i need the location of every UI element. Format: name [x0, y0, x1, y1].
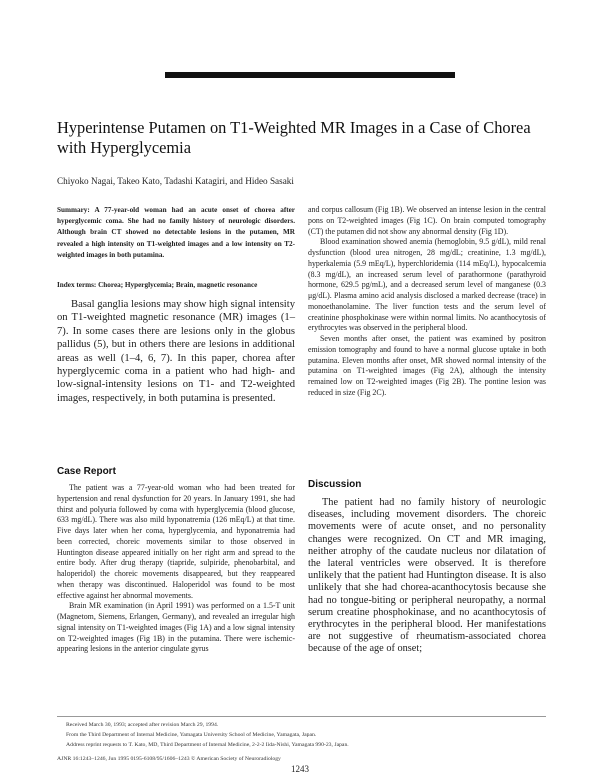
header-rule: [165, 72, 455, 78]
footnotes: [57, 720, 546, 764]
affiliation-note: From the Third Department of Internal Medicine, Yamagata University School of Medicine, Yamagata, Japan.: [66, 732, 317, 739]
summary-text: A 77-year-old woman had an acute onset of chorea after hyperglycemic coma. She had no family history of neurologic disorders. Although brain CT showed no detectable lesions in the putamen, MR revealed a high intensity on T1-weighted images and a low intensity on T2-weighted images in both putamina.: [57, 206, 295, 259]
case-report-continued: [308, 205, 546, 399]
footnote-rule: [57, 716, 546, 717]
discussion-heading: Discussion: [308, 479, 362, 490]
summary-abstract: [57, 205, 295, 261]
journal-citation: AJNR 16:1243–1246, Jun 1995 0195-6108/95/1606–1243 © American Society of Neuroradiology: [57, 756, 281, 763]
received-note: Received March 30, 1993; accepted after revision March 29, 1994.: [66, 722, 219, 728]
intro-paragraph: Basal ganglia lesions may show high signal intensity on T1-weighted magnetic resonance (MR) images (1–7). In some cases there are lesions only in the globus pallidus (5), but in others there are lesions in additional areas as well (1–4, 6, 7). In this paper, chorea after hyperglycemic coma in a patient who had high- and low-signal-intensity lesions on T1- and T2-weighted images, respectively, in both putamina is presented.: [57, 299, 295, 404]
case-paragraph: Brain MR examination (in April 1991) was performed on a 1.5-T unit (Magnetom, Siemens, Erlangen, Germany), and revealed an irregular high signal intensity on T1-weighted images (Fig 1A) and a low signal intensity on T2-weighted images (Fig 1B) in the putamina. There were ischemic-appearing lesions in the anterior cingulate gyrus: [57, 601, 295, 654]
case-paragraph: Seven months after onset, the patient was examined by positron emission tomography and found to have a normal glucose uptake in both putamina. Eleven months after onset, MR showed normal intensity of the putamina on T1-weighted images (Fig 2A), although the intensity remained low on T2-weighted images (Fig 2B). The pontine lesion was reduced in size (Fig 2C).: [308, 334, 546, 397]
case-report-heading: Case Report: [57, 466, 116, 477]
case-report-body: [57, 483, 295, 655]
index-terms: Index terms: Chorea; Hyperglycemia; Brain, magnetic resonance: [57, 281, 258, 289]
page-number: 1243: [291, 764, 309, 774]
article-title: Hyperintense Putamen on T1-Weighted MR Images in a Case of Chorea with Hyperglycemia: [57, 118, 531, 157]
discussion-paragraph: The patient had no family history of neurologic diseases, including movement disorders. The choreic movements were of acute onset, and no personality changes were recognized. On CT and MR imaging, neither atrophy of the caudate nucleus nor dilatation of the lateral ventricles were observed. It is therefore unlikely that the patient had Huntington disease. It is also unlikely that she had chorea-acanthocytosis because she had no tongue-biting or peripheral neuropathy, a normal serum creatine phosphokinase, and no acanthocytosis of erythrocytes in the peripheral blood. Her manifestations are not suggestive of rheumatism-associated chorea because of the age of onset;: [308, 497, 546, 655]
author-list: Chiyoko Nagai, Takeo Kato, Tadashi Katagiri, and Hideo Sasaki: [57, 176, 294, 186]
case-paragraph: and corpus callosum (Fig 1B). We observed an intense lesion in the central pons on T2-weighted images (Fig 1C). On brain computed tomography (CT) the putamen did not show any abnormal density (Fig 1D).: [308, 205, 546, 236]
case-paragraph: Blood examination showed anemia (hemoglobin, 9.5 g/dL), mild renal dysfunction (blood urea nitrogen, 28 mg/dL; creatinine, 1.3 mg/dL), hyperkalemia (5.9 mEq/L), hyperchloridemia (114 mEq/L), hypocalcemia (8.3 mg/dL), an increased serum level of parathormone (parathyroid hormone, 629.5 pg/mL), and a decreased serum level of manganese (0.3 μg/dL). Plasma amino acid analysis disclosed a marked decrease (trace) in monoethanolamine. The liver function tests and the serum level of creatinine phosphokinase were within normal limits. No acanthocytosis of erythrocytes was observed in the peripheral blood.: [308, 237, 546, 333]
reprint-address-note: Address reprint requests to T. Kato, MD, Third Department of Internal Medicine, 2-2-2 Iida-Nishi, Yamagata 990-23, Japan.: [66, 742, 349, 749]
case-paragraph: The patient was a 77-year-old woman who had been treated for hypertension and renal dysfunction for 20 years. In January 1991, she had thirst and polyuria followed by coma with hyperglycemia (blood glucose, 633 mg/dL). There was also mild hyponatremia (126 mEq/L) at that time. Five days later when her coma, hyperglycemia, and hyponatremia had been corrected, choreic movements similar to those observed in Huntington disease appeared initially on her right arm and spread to the entire body. After drug therapy (tiapride, sulpiride, phenobarbital, and haloperidol) the choreic movements disappeared, but they reappeared when therapy was discontinued. Haloperidol was found to be most effective against her abnormal movements.: [57, 483, 295, 600]
summary-label: Summary:: [57, 206, 90, 214]
